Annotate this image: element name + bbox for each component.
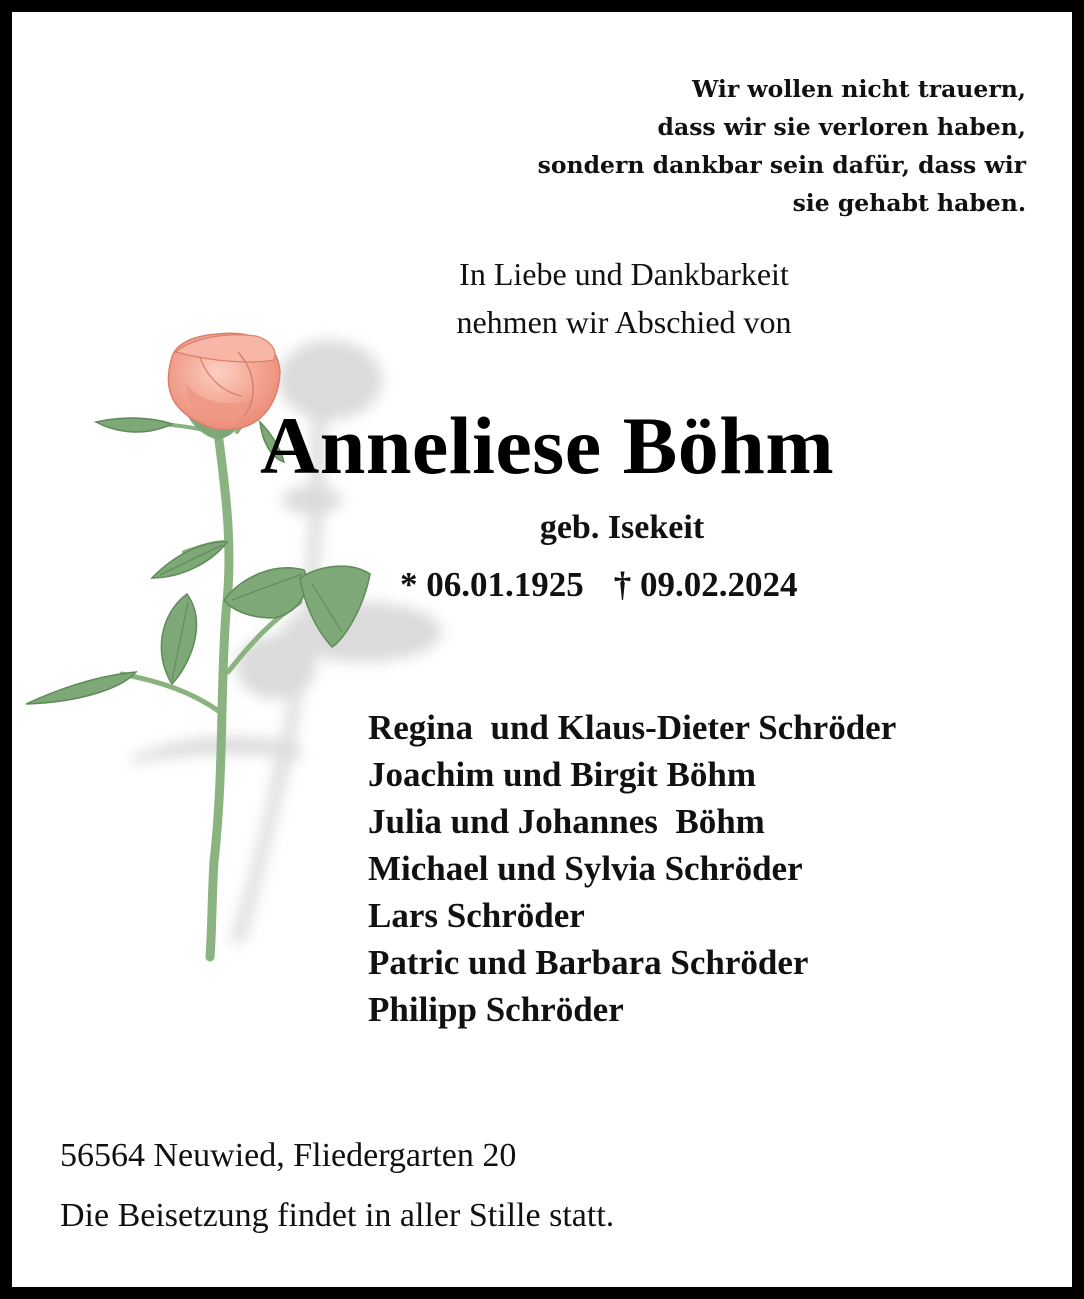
birth-name: geb. Isekeit <box>539 509 705 546</box>
intro-line-1: In Liebe und Dankbarkeit <box>459 256 789 292</box>
poem-line: Wir wollen nicht trauern, <box>691 75 1026 103</box>
birth-date: * 06.01.1925 <box>400 565 584 604</box>
life-dates <box>400 562 798 608</box>
address: 56564 Neuwied, Fliedergarten 20 <box>60 1137 517 1174</box>
intro-line-2: nehmen wir Abschied von <box>456 304 792 340</box>
poem-line: sondern dankbar sein dafür, dass wir <box>537 151 1026 179</box>
deceased-name: Anneliese Böhm <box>260 400 835 491</box>
family-member: Patric und Barbara Schröder <box>368 943 809 982</box>
family-member: Lars Schröder <box>368 896 585 935</box>
family-member: Joachim und Birgit Böhm <box>368 755 756 794</box>
poem-quote <box>538 70 1026 222</box>
obituary-card <box>12 12 1072 1287</box>
family-member: Michael und Sylvia Schröder <box>368 849 803 888</box>
family-member: Philipp Schröder <box>368 990 624 1029</box>
intro-text <box>12 250 1072 346</box>
family-list <box>368 704 896 1033</box>
family-member: Regina und Klaus-Dieter Schröder <box>368 708 897 747</box>
burial-note: Die Beisetzung findet in aller Stille statt. <box>60 1197 615 1234</box>
family-member: Julia und Johannes Böhm <box>368 802 765 841</box>
poem-line: dass wir sie verloren haben, <box>657 113 1026 141</box>
poem-line: sie gehabt haben. <box>792 189 1026 217</box>
death-date: † 09.02.2024 <box>613 565 798 604</box>
